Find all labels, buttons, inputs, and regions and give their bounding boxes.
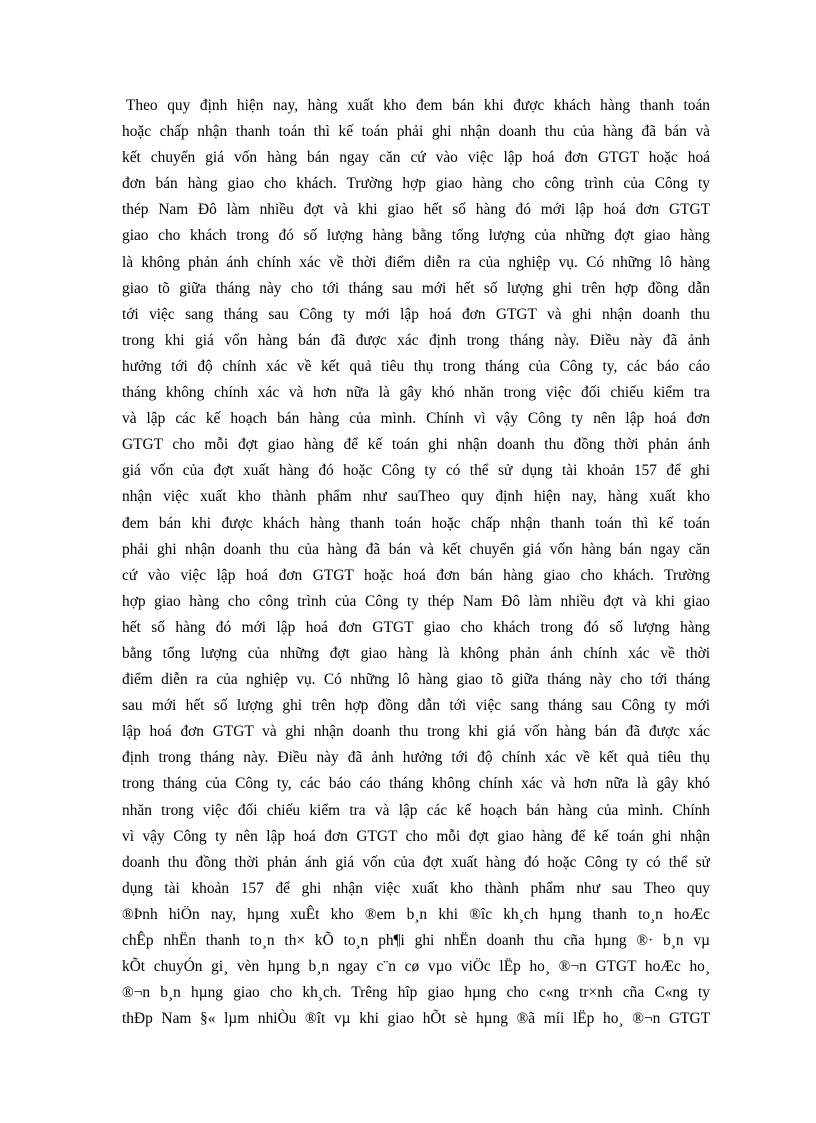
text-line: thép Nam Đô làm nhiều đợt và khi giao hết số hàng đó mới lập hoá đơn GTGT — [122, 201, 710, 219]
text-line: định trong tháng này. Điều này đã ảnh hưởng tới độ chính xác về kết quả tiêu thụ — [122, 749, 710, 767]
text-line: giao tõ giữa tháng này cho tới tháng sau mới hết số lượng ghi trên hợp đồng dẫn — [122, 279, 710, 297]
text-line: hết số hàng đó mới lập hoá đơn GTGT giao cho khách trong đó số lượng hàng — [122, 618, 710, 636]
text-line: giao cho khách trong đó số lượng hàng bằng tổng lượng của những đợt giao hàng — [122, 227, 710, 245]
text-line: sau mới hết số lượng ghi trên hợp đồng dẫn tới việc sang tháng sau Công ty mới — [122, 697, 710, 715]
text-line: tháng không chính xác và hơn nữa là gây khó nhăn trong việc đối chiếu kiểm tra — [122, 384, 710, 402]
text-line: bằng tổng lượng của những đợt giao hàng là không phản ánh chính xác về thời — [122, 644, 710, 662]
text-line: trong khi giá vốn hàng bán đã được xác định trong tháng này. Điều này đã ảnh — [122, 331, 710, 349]
text-line: nhăn trong việc đối chiếu kiểm tra và lập các kế hoạch bán hàng của mình. Chính — [122, 801, 710, 819]
text-line: ®¬n b¸n hµng giao cho kh¸ch. Trêng hîp giao hµng cho c«ng tr×nh cña C«ng ty — [122, 984, 710, 1002]
text-line: và lập các kế hoạch bán hàng của mình. Chính vì vậy Công ty nên lập hoá đơn — [122, 410, 710, 428]
text-line: vì vậy Công ty nên lập hoá đơn GTGT cho mỗi đợt giao hàng để kế toán ghi nhận — [122, 827, 710, 845]
text-line: hoặc chấp nhận thanh toán thì kế toán phải ghi nhận doanh thu của hàng đã bán và — [122, 123, 710, 141]
text-line: trong tháng của Công ty, các báo cáo tháng không chính xác và hơn nữa là gây khó — [122, 775, 710, 793]
text-line: cứ vào việc lập hoá đơn GTGT hoặc hoá đơn bán hàng giao cho khách. Trường — [122, 566, 710, 584]
text-line: ®Þnh hiÖn nay, hµng xuÊt kho ®em b¸n khi ®îc kh¸ch hµng thanh to¸n hoÆc — [122, 905, 710, 923]
text-line: tới việc sang tháng sau Công ty mới lập hoá đơn GTGT và ghi nhận doanh thu — [122, 305, 710, 323]
text-line: là không phản ánh chính xác về thời điểm diễn ra của nghiệp vụ. Có những lô hàng — [122, 253, 710, 271]
text-line: thÐp Nam §« lµm nhiÒu ®ît vµ khi giao hÕt sè hµng ®ã míi lËp ho¸ ®¬n GTGT — [122, 1010, 710, 1028]
text-line: phải ghi nhận doanh thu của hàng đã bán và kết chuyển giá vốn hàng bán ngay căn — [122, 540, 710, 558]
text-line: hưởng tới độ chính xác về kết quả tiêu thụ trong tháng của Công ty, các báo cáo — [122, 357, 710, 375]
text-line: chÊp nhËn thanh to¸n th× kÕ to¸n ph¶i ghi nhËn doanh thu cña hµng ®· b¸n vµ — [122, 932, 710, 949]
text-line: nhận việc xuất kho thành phẩm như sauTheo quy định hiện nay, hàng xuất kho — [122, 488, 710, 506]
text-line: kÕt chuyÓn gi¸ vèn hµng b¸n ngay c¨n cø vµo viÖc lËp ho¸ ®¬n GTGT hoÆc ho¸ — [122, 958, 710, 976]
text-line: hợp giao hàng cho công trình của Công ty thép Nam Đô làm nhiều đợt và khi giao — [122, 592, 710, 610]
text-line: điểm diễn ra của nghiệp vụ. Có những lô hàng giao tõ giữa tháng này cho tới tháng — [122, 671, 710, 689]
text-line: Theo quy định hiện nay, hàng xuất kho đem bán khi được khách hàng thanh toán — [126, 97, 710, 114]
text-line: kết chuyển giá vốn hàng bán ngay căn cứ vào việc lập hoá đơn GTGT hoặc hoá — [122, 149, 710, 167]
text-line: doanh thu đồng thời phản ánh giá vốn của đợt xuất hàng đó hoặc Công ty có thể sử — [122, 853, 710, 871]
body-text — [122, 93, 710, 1032]
text-line: đơn bán hàng giao cho khách. Trường hợp giao hàng cho công trình của Công ty — [122, 175, 710, 193]
text-line: dụng tài khoản 157 để ghi nhận việc xuất kho thành phẩm như sau Theo quy — [122, 879, 710, 897]
text-line: đem bán khi được khách hàng thanh toán hoặc chấp nhận thanh toán thì kế toán — [122, 514, 710, 532]
text-line: lập hoá đơn GTGT và ghi nhận doanh thu trong khi giá vốn hàng bán đã được xác — [122, 723, 710, 741]
text-line: GTGT cho mỗi đợt giao hàng để kế toán ghi nhận doanh thu đồng thời phản ánh — [122, 436, 710, 454]
text-line: giá vốn của đợt xuất hàng đó hoặc Công ty có thể sử dụng tài khoản 157 để ghi — [122, 462, 710, 480]
